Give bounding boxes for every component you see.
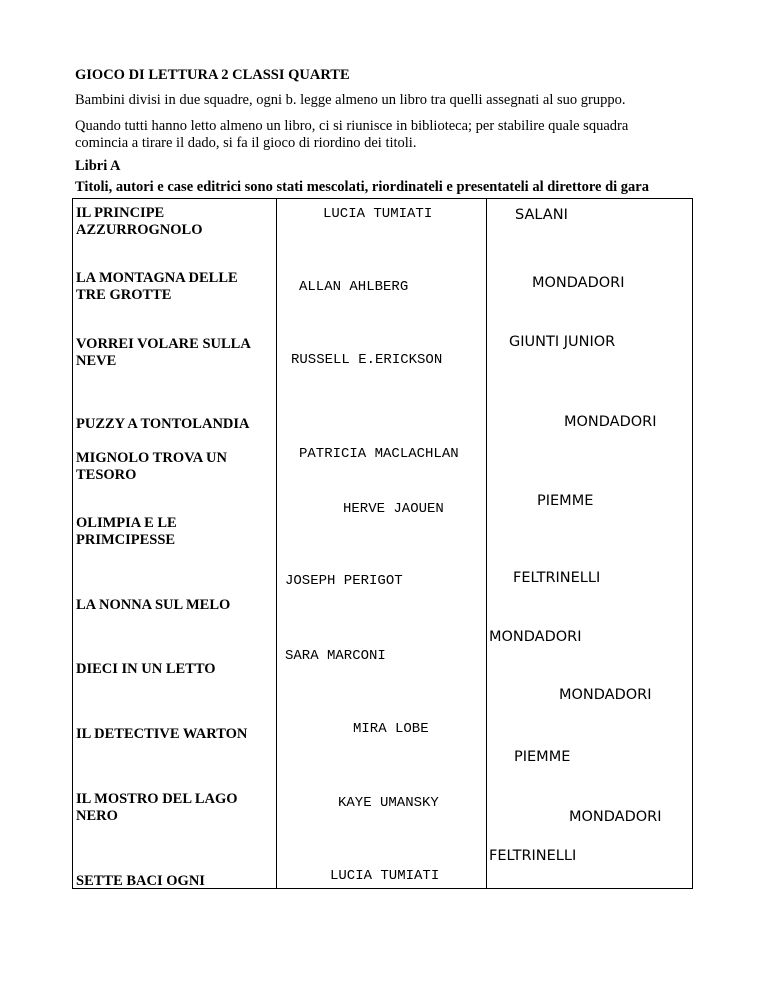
- book-title: LA NONNA SUL MELO: [76, 597, 231, 613]
- document-title: GIOCO DI LETTURA 2 CLASSI QUARTE: [75, 67, 350, 83]
- book-publisher: MONDADORI: [489, 629, 582, 645]
- book-publisher: FELTRINELLI: [513, 570, 601, 586]
- rules-paragraph-line1: Quando tutti hanno letto almeno un libro, ci si riunisce in biblioteca; per stabilire quale squadra: [75, 118, 629, 134]
- book-title: IL DETECTIVE WARTON: [76, 726, 248, 742]
- books-table: [72, 198, 693, 889]
- book-publisher: MONDADORI: [569, 809, 662, 825]
- instruction-text: Titoli, autori e case editrici sono stati mescolati, riordinateli e presentateli al direttore di gara: [75, 179, 649, 195]
- rules-paragraph-line2: comincia a tirare il dado, si fa il gioco di riordino dei titoli.: [75, 135, 417, 151]
- book-author: KAYE UMANSKY: [338, 795, 439, 811]
- book-title: IL MOSTRO DEL LAGO NERO: [76, 791, 238, 824]
- book-author: SARA MARCONI: [285, 648, 386, 664]
- book-title: SETTE BACI OGNI: [76, 873, 205, 889]
- intro-paragraph: Bambini divisi in due squadre, ogni b. legge almeno un libro tra quelli assegnati al suo gruppo.: [75, 92, 626, 108]
- book-title: PUZZY A TONTOLANDIA: [76, 416, 250, 432]
- book-title: DIECI IN UN LETTO: [76, 661, 216, 677]
- book-author: MIRA LOBE: [353, 721, 429, 737]
- book-publisher: SALANI: [515, 207, 568, 223]
- book-author: LUCIA TUMIATI: [330, 868, 440, 884]
- book-author: PATRICIA MACLACHLAN: [299, 446, 459, 462]
- book-title: VORREI VOLARE SULLA NEVE: [76, 336, 251, 369]
- book-publisher: MONDADORI: [564, 414, 657, 430]
- book-title: LA MONTAGNA DELLE TRE GROTTE: [76, 270, 238, 303]
- book-author: LUCIA TUMIATI: [323, 206, 433, 222]
- book-author: JOSEPH PERIGOT: [285, 573, 403, 589]
- book-author: ALLAN AHLBERG: [299, 279, 409, 295]
- book-title: IL PRINCIPE AZZURROGNOLO: [76, 205, 203, 238]
- book-publisher: MONDADORI: [559, 687, 652, 703]
- book-title: MIGNOLO TROVA UN TESORO: [76, 450, 227, 483]
- book-publisher: PIEMME: [514, 749, 571, 765]
- book-author: RUSSELL E.ERICKSON: [291, 352, 443, 368]
- book-publisher: MONDADORI: [532, 275, 625, 291]
- book-author: HERVE JAOUEN: [343, 501, 444, 517]
- column-divider-2: [486, 199, 487, 888]
- section-heading: Libri A: [75, 158, 121, 174]
- column-divider-1: [276, 199, 277, 888]
- book-title: OLIMPIA E LE PRIMCIPESSE: [76, 515, 177, 548]
- book-publisher: FELTRINELLI: [489, 848, 577, 864]
- book-publisher: GIUNTI JUNIOR: [509, 334, 616, 350]
- book-publisher: PIEMME: [537, 493, 594, 509]
